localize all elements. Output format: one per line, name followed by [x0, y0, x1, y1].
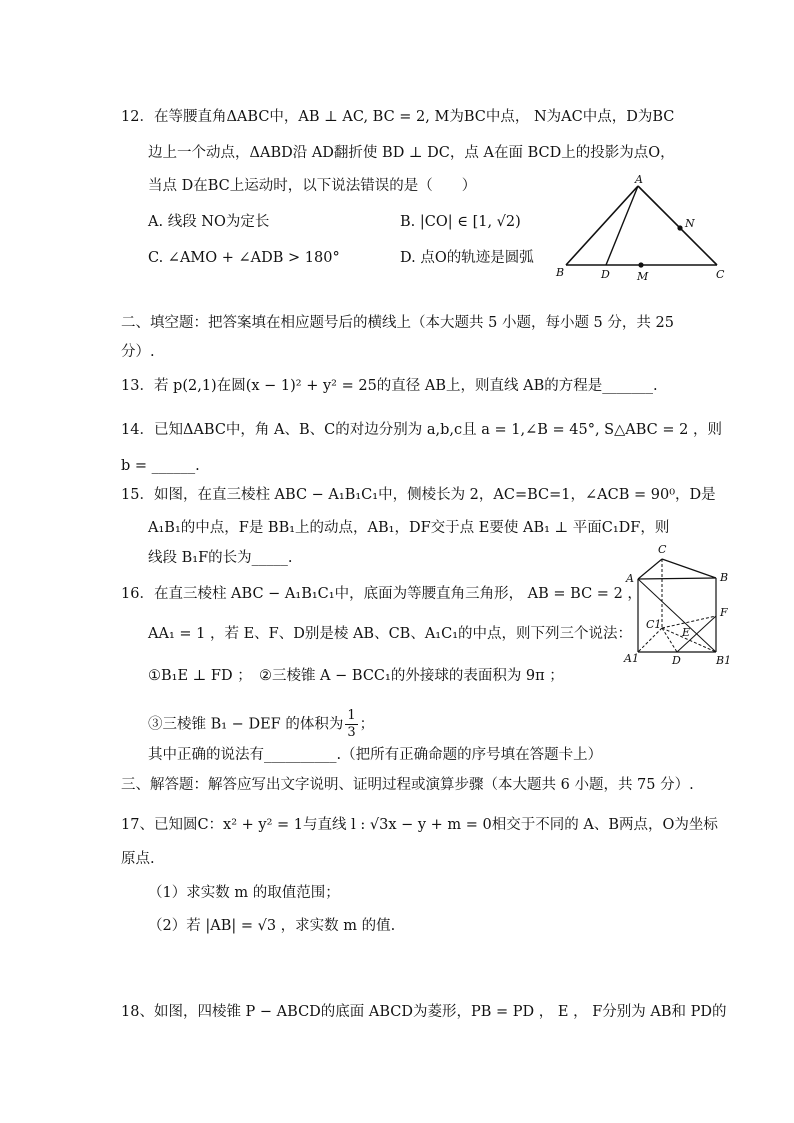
q12-line-2: 边上一个动点，ΔABD沿 AD翻折使 BD ⊥ DC，点 A在面 BCD上的投影为点O，	[148, 145, 675, 161]
label-d: D	[672, 654, 681, 667]
fraction-denominator: 3	[347, 725, 356, 740]
point-m	[638, 262, 643, 267]
fraction-one-third	[345, 708, 357, 741]
label-c: C	[716, 268, 725, 281]
edge-cb	[662, 559, 716, 578]
label-c: C	[658, 543, 667, 556]
q12-option-d: D. 点O的轨迹是圆弧	[400, 250, 534, 266]
label-a: A	[626, 572, 634, 585]
segment-c1d	[662, 628, 677, 652]
segment-ab1	[638, 579, 716, 652]
q16-statement-3-text: ③三棱锥 B₁ − DEF 的体积为	[148, 716, 344, 733]
q16-statement-3	[148, 708, 374, 741]
point-n	[677, 225, 682, 230]
q15-line-3: 线段 B₁F的长为_____.	[148, 550, 293, 566]
q16-line-1: 16．在直三棱柱 ABC − A₁B₁C₁中，底面为等腰直角三角形， AB = BC = 2 ，	[121, 586, 642, 602]
q12-option-c: C. ∠AMO + ∠ADB > 180°	[148, 250, 340, 266]
edge-ac	[638, 186, 717, 265]
label-c1: C1	[646, 618, 662, 631]
q12-line-1: 12．在等腰直角ΔABC中，AB ⊥ AC, BC = 2, M为BC中点， N为AC中点，D为BC	[121, 109, 675, 125]
section-2-heading-cont: 分）.	[121, 344, 155, 360]
label-e: E	[682, 626, 691, 639]
q12-triangle-figure	[552, 172, 732, 284]
q15-line-2: A₁B₁的中点，F是 BB₁上的动点，AB₁，DF交于点 E要使 AB₁ ⊥ 平面C₁DF，则	[148, 520, 670, 536]
q16-statement-3-end: ；	[359, 716, 375, 733]
edge-ab	[566, 186, 638, 265]
q17-part-2: （2）若 |AB| = √3 ，求实数 m 的值.	[148, 918, 396, 934]
label-a: A	[635, 173, 643, 186]
label-n: N	[685, 217, 695, 230]
label-b1: B1	[716, 654, 732, 667]
q12-option-b: B. |CO| ∈ [1, √2)	[400, 214, 521, 230]
q15-line-1: 15．如图，在直三棱柱 ABC − A₁B₁C₁中，侧棱长为 2，AC=BC=1，∠ACB = 90⁰，D是	[121, 487, 716, 503]
label-b: B	[556, 266, 565, 279]
q12-line-3: 当点 D在BC上运动时，以下说法错误的是（ ）	[148, 178, 477, 194]
q17-line-2: 原点.	[121, 851, 155, 867]
q16-statement-1-2: ①B₁E ⊥ FD ； ②三棱锥 A − BCC₁的外接球的表面积为 9π ；	[148, 668, 564, 684]
label-a1: A1	[624, 652, 639, 665]
q12-option-a: A. 线段 NO为定长	[148, 214, 270, 230]
q14-line-2: b = ______.	[121, 458, 200, 474]
label-b: B	[720, 571, 729, 584]
edge-c1a1	[638, 628, 662, 652]
q14-line-1: 14．已知ΔABC中，角 A、B、C的对边分别为 a,b,c且 a = 1,∠B = 45°, S△ABC = 2 ，则	[121, 422, 722, 438]
q13: 13．若 p(2,1)在圆(x − 1)² + y² = 25的直径 AB上，则直线 AB的方程是_______.	[121, 378, 658, 394]
edge-ab-top	[638, 578, 716, 579]
prism-figure	[620, 540, 740, 668]
section-2-heading: 二、填空题：把答案填在相应题号后的横线上（本大题共 5 小题，每小题 5 分，共 25	[121, 315, 674, 331]
section-3-heading: 三、解答题：解答应写出文字说明、证明过程或演算步骤（本大题共 6 小题，共 75 分）.	[121, 777, 694, 793]
q18-line-1: 18、如图，四棱锥 P − ABCD的底面 ABCD为菱形，PB = PD ， E ， F分别为 AB和 PD的	[121, 1004, 727, 1020]
label-f: F	[720, 606, 728, 619]
label-m: M	[637, 270, 649, 283]
q17-line-1: 17、已知圆C：x² + y² = 1与直线 l : √3x − y + m = 0相交于不同的 A、B两点，O为坐标	[121, 817, 718, 833]
q17-part-1: （1）求实数 m 的取值范围；	[148, 885, 340, 901]
label-d: D	[601, 268, 610, 281]
edge-ca	[638, 559, 662, 579]
q16-line-2: AA₁ = 1 ，若 E、F、D别是棱 AB、CB、A₁C₁的中点，则下列三个说法：	[148, 626, 633, 642]
q16-answer-line: 其中正确的说法有__________.（把所有正确命题的序号填在答题卡上）	[148, 747, 603, 763]
edge-ad	[606, 186, 638, 265]
fraction-numerator: 1	[347, 708, 356, 723]
